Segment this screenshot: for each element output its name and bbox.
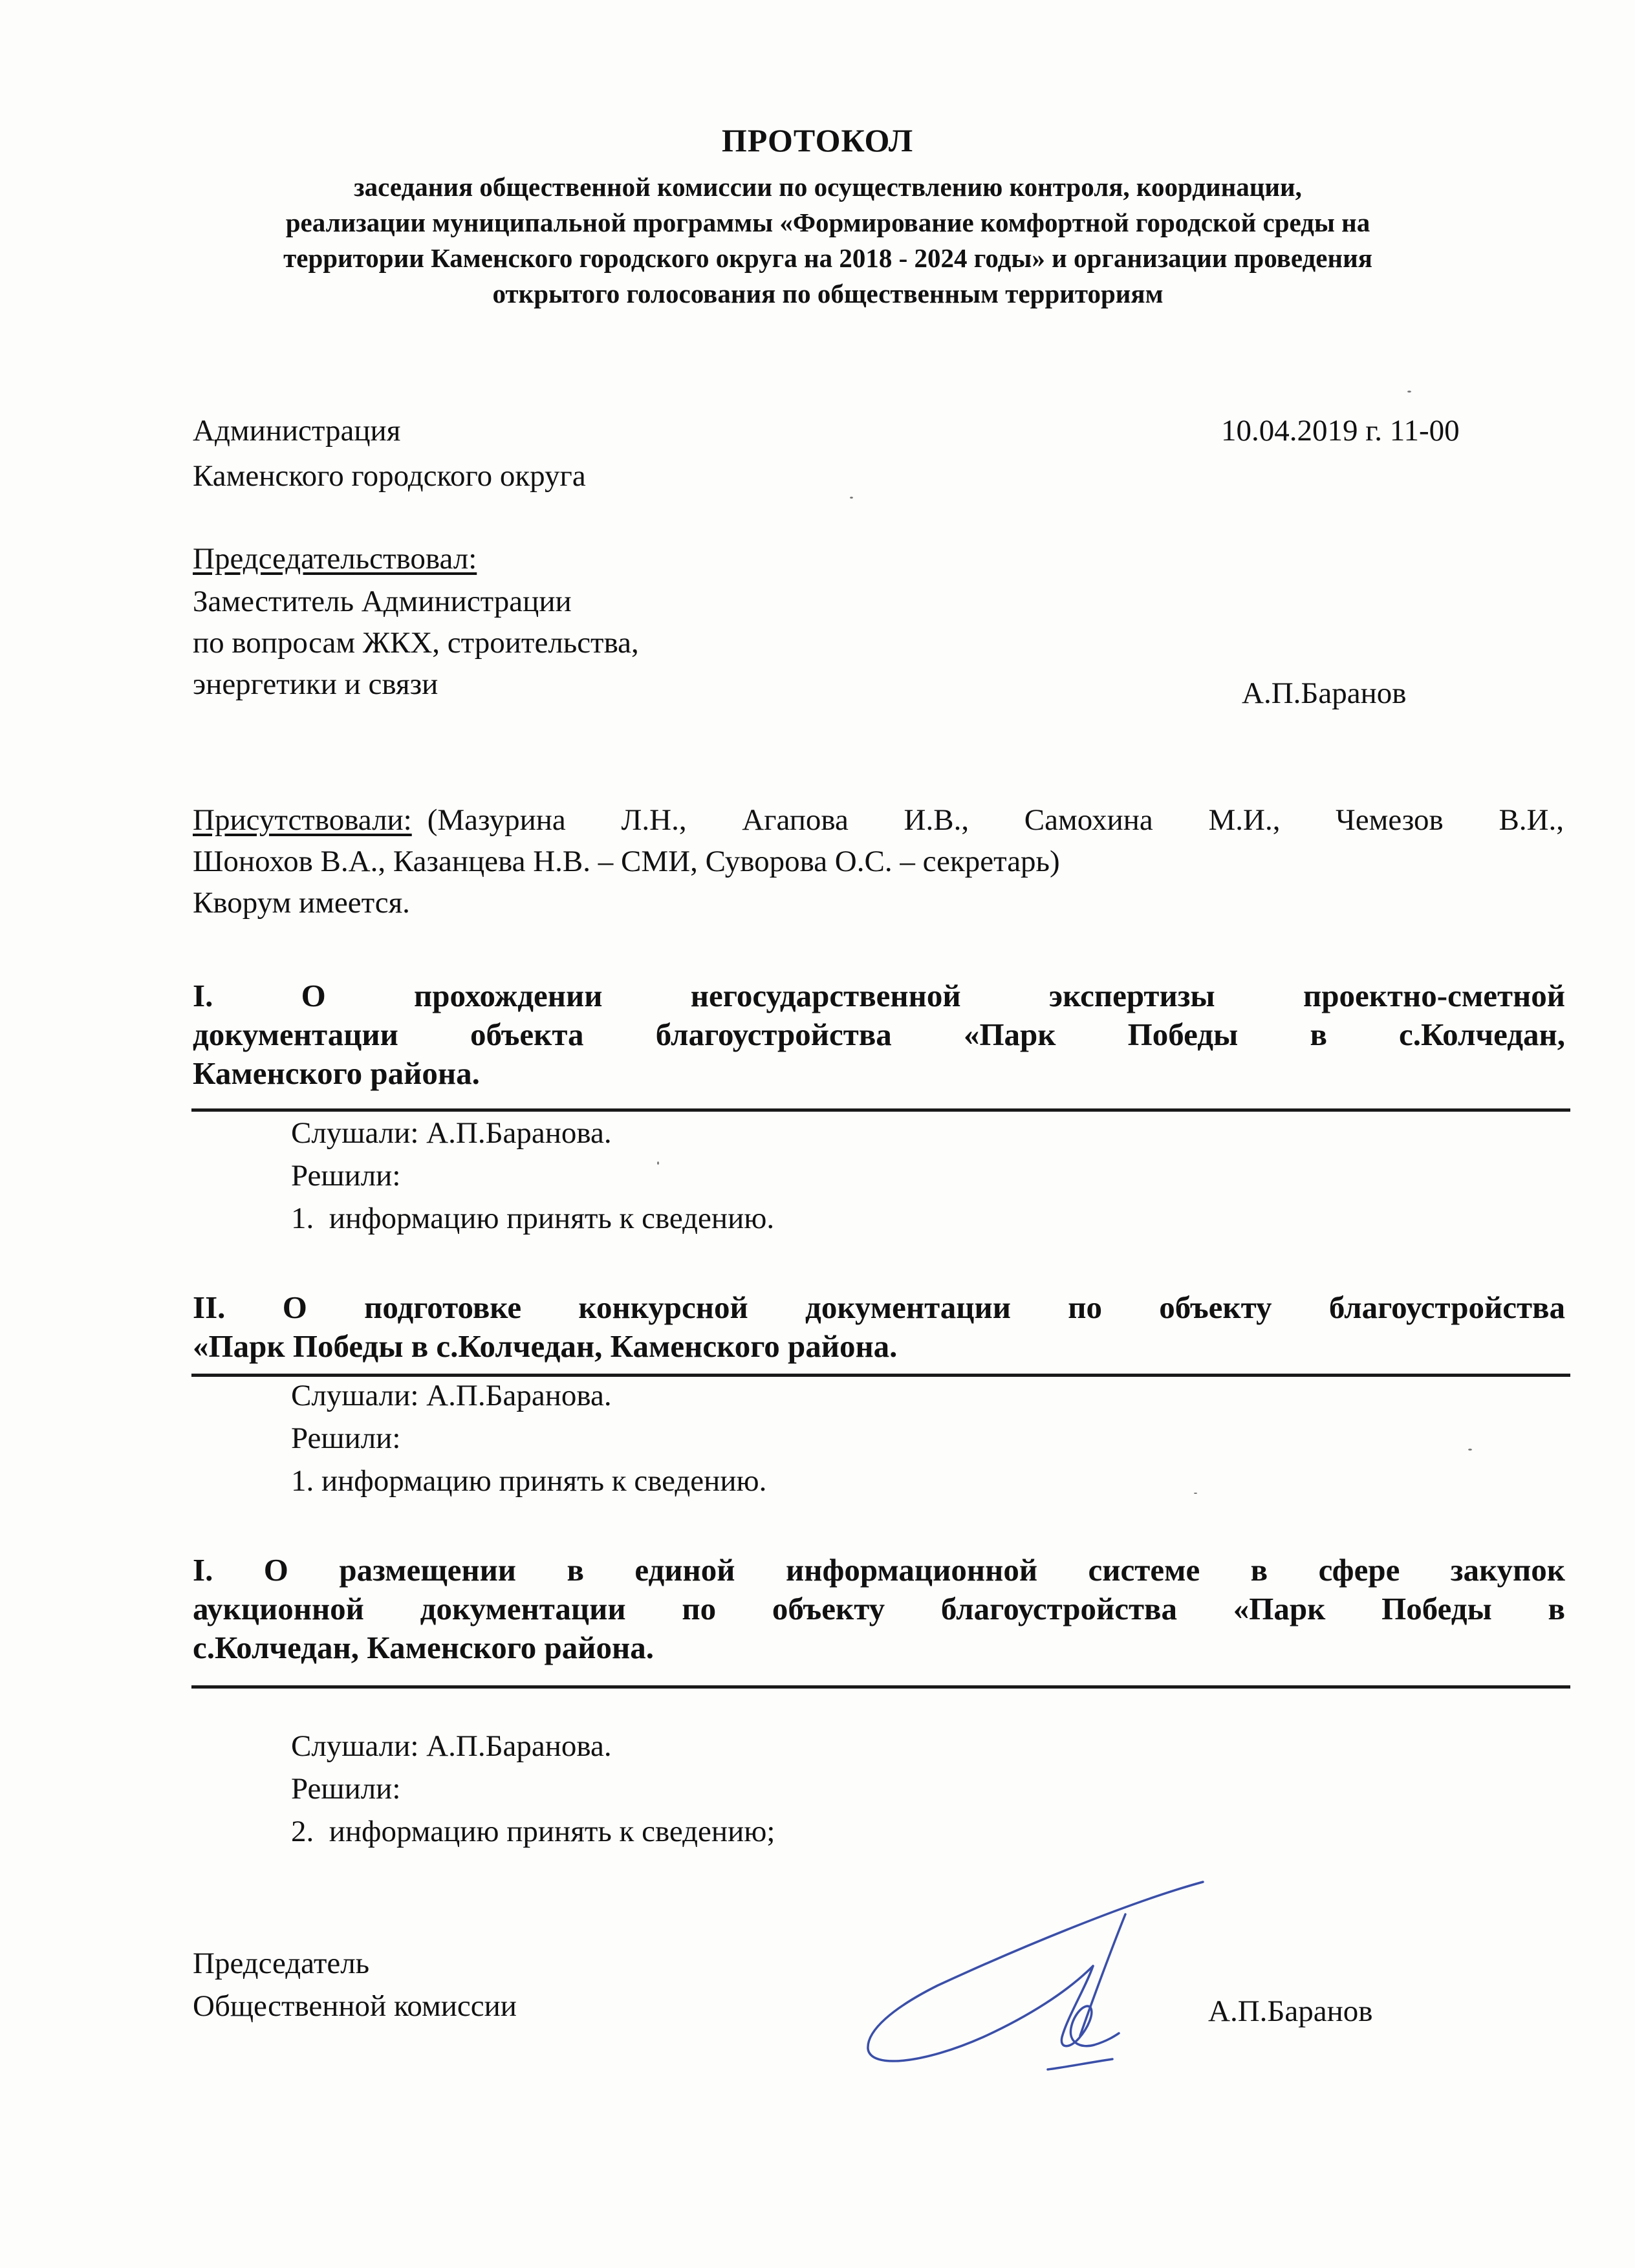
section-heading-line: Каменского района. — [193, 1055, 480, 1091]
scan-speck — [1468, 1449, 1472, 1451]
section-heading — [193, 1288, 1565, 1366]
document-title: ПРОТОКОЛ — [721, 122, 914, 158]
organization-block — [193, 411, 586, 495]
document-subtitle — [194, 169, 1462, 312]
chair-position-line: Заместитель Администрации — [193, 585, 572, 618]
scan-speck — [1194, 1493, 1197, 1494]
subtitle-line: реализации муниципальной программы «Формирование комфортной городской среды на — [285, 208, 1370, 237]
meeting-date: 10.04.2019 г. 11-00 — [1221, 414, 1460, 448]
section-heading-line: документации объекта благоустройства «Парк Победы в с.Колчедан, — [193, 1017, 1565, 1052]
section-heading-line: II. О подготовке конкурсной документации по объекту благоустройства — [193, 1290, 1565, 1325]
decision-text: 2. информацию принять к сведению; — [291, 1815, 775, 1848]
attendance-text: (Мазурина Л.Н., Агапова И.В., Самохина М.И., Чемезов В.И., — [427, 803, 1564, 837]
signatory-role-line: Общественной комиссии — [193, 1989, 517, 2023]
handwritten-signature — [854, 1875, 1216, 2082]
section-heading-line: «Парк Победы в с.Колчедан, Каменского района. — [193, 1328, 898, 1364]
scan-speck — [1407, 391, 1411, 393]
chair-label: Председательствовал: — [193, 542, 477, 576]
attendance-text: Шонохов В.А., Казанцева Н.В. – СМИ, Суворова О.С. – секретарь) — [193, 845, 1060, 878]
heard-text: Слушали: А.П.Баранова. — [291, 1379, 612, 1412]
section-heading-line: с.Колчедан, Каменского района. — [193, 1630, 655, 1665]
section-body — [291, 1376, 766, 1504]
section-heading-line: аукционной документации по объекту благоустройства «Парк Победы в — [193, 1591, 1565, 1626]
section-heading-line: I. О размещении в единой информационной системе в сфере закупок — [193, 1552, 1565, 1588]
attendance-line — [193, 801, 1564, 842]
section-divider — [191, 1108, 1570, 1112]
signatory-role — [193, 1944, 517, 2025]
section-heading — [193, 1551, 1565, 1667]
section-heading — [193, 977, 1565, 1093]
decision-text: 1. информацию принять к сведению. — [291, 1202, 775, 1235]
subtitle-line: территории Каменского городского округа на 2018 - 2024 годы» и организации проведения — [283, 243, 1372, 273]
subtitle-line: открытого голосования по общественным территориям — [492, 279, 1164, 308]
chair-position-line: энергетики и связи — [193, 667, 439, 701]
section-body — [291, 1727, 775, 1855]
chair-name: А.П.Баранов — [1242, 676, 1407, 710]
scan-speck — [657, 1161, 659, 1165]
signatory-role-line: Председатель — [193, 1947, 370, 1980]
scan-speck — [850, 497, 853, 499]
decision-text: 1. информацию принять к сведению. — [291, 1464, 767, 1498]
quorum-text: Кворум имеется. — [193, 886, 410, 920]
signatory-name: А.П.Баранов — [1208, 1994, 1373, 2028]
chair-block — [193, 539, 639, 704]
subtitle-line: заседания общественной комиссии по осуществлению контроля, координации, — [354, 172, 1302, 202]
attendance-block — [193, 801, 1564, 922]
heard-text: Слушали: А.П.Баранова. — [291, 1729, 612, 1763]
decided-label: Решили: — [291, 1421, 401, 1455]
organization-line: Администрация — [193, 414, 401, 448]
chair-position-line: по вопросам ЖКХ, строительства, — [193, 626, 639, 660]
decided-label: Решили: — [291, 1159, 401, 1193]
decided-label: Решили: — [291, 1772, 401, 1806]
section-body — [291, 1114, 774, 1242]
section-heading-line: I. О прохождении негосударственной экспертизы проектно-сметной — [193, 978, 1565, 1013]
attendance-label: Присутствовали: — [193, 803, 412, 837]
organization-line: Каменского городского округа — [193, 459, 586, 493]
heard-text: Слушали: А.П.Баранова. — [291, 1116, 612, 1150]
section-divider — [191, 1685, 1570, 1689]
